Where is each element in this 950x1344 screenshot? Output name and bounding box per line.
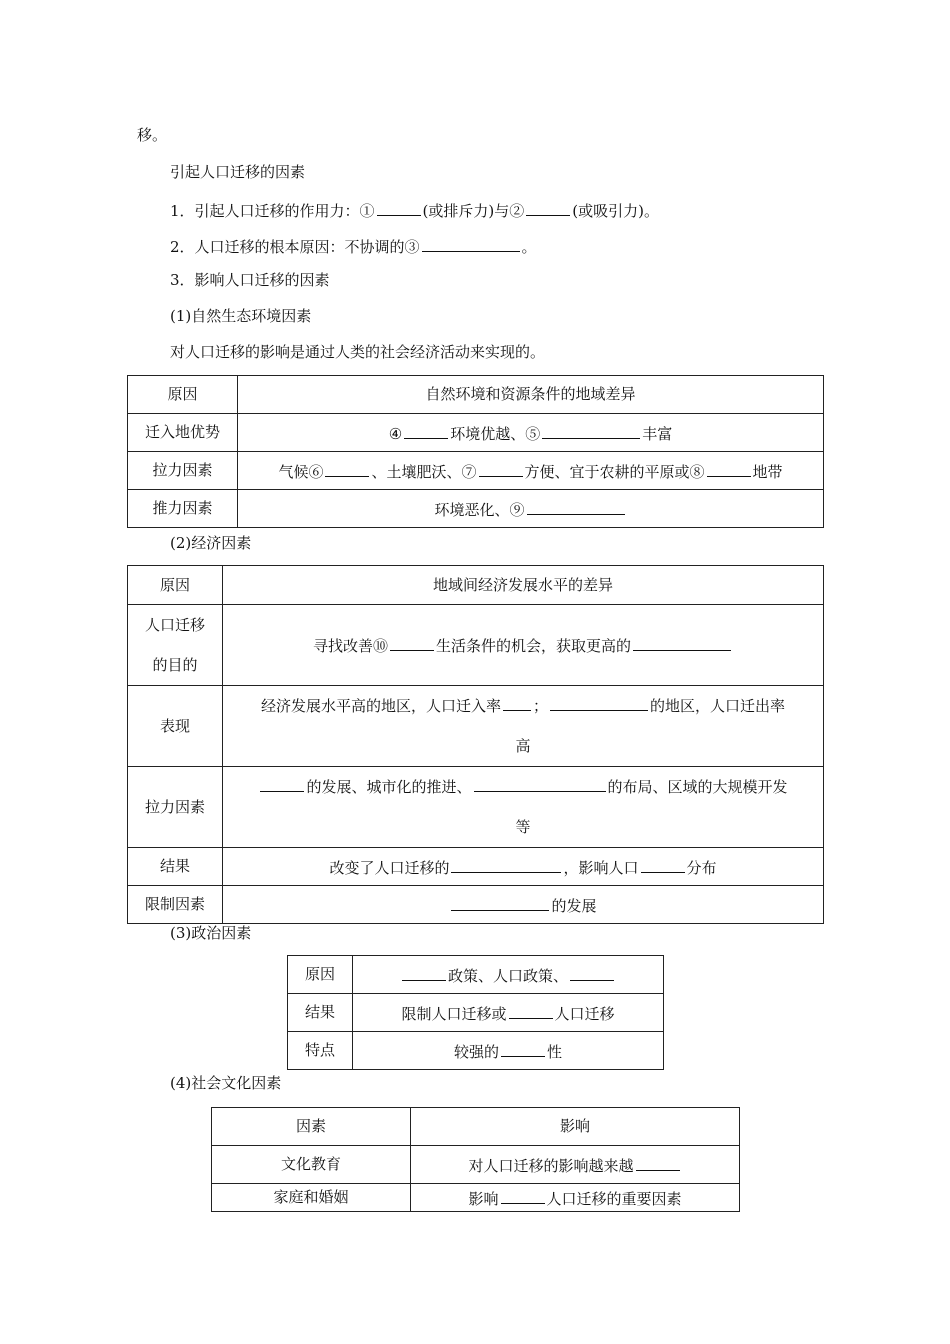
blank-2[interactable]: [526, 201, 570, 216]
table-row: [128, 605, 824, 686]
blank-10[interactable]: [390, 636, 434, 651]
text: 分布: [686, 858, 717, 877]
table-row: [212, 1184, 740, 1212]
natural-heading: (1)自然生态环境因素: [170, 307, 312, 325]
text: 的发展、城市化的推进、: [306, 778, 472, 796]
table-row: [212, 1108, 740, 1146]
row-value: 地域间经济发展水平的差异: [223, 566, 824, 605]
value-line: 等: [515, 818, 531, 836]
point-2: [170, 237, 537, 255]
row-value: [223, 605, 824, 686]
text: 人口迁移的重要因素: [546, 1189, 682, 1208]
row-label: 表现: [128, 686, 223, 767]
text: 改变了人口迁移的: [329, 858, 450, 877]
row-value: [223, 686, 824, 767]
row-label: 拉力因素: [128, 452, 238, 490]
blank-22[interactable]: [501, 1042, 545, 1057]
row-value: 自然环境和资源条件的地域差异: [238, 376, 824, 414]
row-value: [353, 1032, 664, 1070]
text: 方便、宜于农耕的平原或⑧: [524, 462, 705, 481]
blank-18[interactable]: [451, 896, 549, 911]
point-1-mid: (或排斥力)与②: [422, 202, 525, 220]
table-row: [128, 686, 824, 767]
table-row: [128, 490, 824, 528]
row-label: 迁入地优势: [128, 414, 238, 452]
section-heading: 引起人口迁移的因素: [170, 163, 306, 181]
table-row: [128, 376, 824, 414]
label-line: 人口迁移: [144, 616, 205, 634]
blank-5[interactable]: [542, 424, 640, 439]
social-factors-table: [211, 1107, 740, 1212]
row-value: [223, 848, 824, 886]
blank-3[interactable]: [422, 237, 520, 252]
row-value: [238, 414, 824, 452]
blank-15[interactable]: [474, 777, 606, 792]
political-factors-table: [287, 955, 664, 1070]
row-value: [238, 452, 824, 490]
text: 政策、人口政策、: [447, 966, 568, 985]
continuation-text: 移。: [137, 126, 168, 144]
row-label: 限制因素: [128, 886, 223, 924]
row-value: [223, 767, 824, 848]
column-header: 影响: [411, 1108, 740, 1146]
economic-factors-table: [127, 565, 824, 924]
blank-21[interactable]: [509, 1004, 553, 1019]
text: ，影响人口: [563, 858, 639, 877]
row-label: [128, 605, 223, 686]
natural-factors-table: [127, 375, 824, 528]
table-row: [128, 566, 824, 605]
text: 、土壤肥沃、⑦: [371, 462, 477, 481]
blank-8[interactable]: [707, 462, 751, 477]
row-label: 结果: [288, 994, 353, 1032]
text: 经济发展水平高的地区，人口迁入率: [260, 697, 501, 715]
blank-16[interactable]: [451, 858, 561, 873]
text: 寻找改善⑩: [312, 637, 388, 655]
row-value: [353, 956, 664, 994]
text: 丰富: [642, 424, 673, 443]
blank-14[interactable]: [260, 777, 304, 792]
row-label: 原因: [128, 566, 223, 605]
point-1: [170, 201, 659, 219]
point-2-suffix: 。: [521, 238, 537, 256]
value-line: [223, 686, 823, 726]
text: 环境优越、⑤: [450, 424, 541, 443]
text: 气候⑥: [278, 462, 324, 481]
row-value: [411, 1184, 740, 1212]
blank-20[interactable]: [570, 966, 614, 981]
text: 较强的: [453, 1042, 499, 1061]
value-line: 高: [515, 737, 531, 755]
blank-24[interactable]: [501, 1189, 545, 1204]
blank-7[interactable]: [479, 462, 523, 477]
row-label: 特点: [288, 1032, 353, 1070]
text: 影响: [468, 1189, 499, 1208]
text: 环境恶化、⑨: [434, 500, 525, 519]
blank-6[interactable]: [325, 462, 369, 477]
blank-11[interactable]: [633, 636, 731, 651]
blank-12[interactable]: [503, 696, 531, 711]
row-label: 家庭和婚姻: [212, 1184, 411, 1212]
column-header: 因素: [212, 1108, 411, 1146]
blank-13[interactable]: [550, 696, 648, 711]
point-2-prefix: 2．人口迁移的根本原因：不协调的③: [170, 238, 420, 256]
political-heading: (3)政治因素: [170, 924, 252, 942]
text: 对人口迁移的影响越来越: [468, 1156, 634, 1175]
label-line: 的目的: [152, 656, 198, 674]
table-row: [128, 886, 824, 924]
text: 生活条件的机会，获取更高的: [436, 637, 632, 655]
blank-4[interactable]: [404, 424, 448, 439]
row-value: [353, 994, 664, 1032]
text: ④: [388, 424, 403, 443]
row-label: 拉力因素: [128, 767, 223, 848]
table-row: [128, 848, 824, 886]
point-3: 3．影响人口迁移的因素: [170, 271, 330, 289]
text: 限制人口迁移或: [401, 1004, 507, 1023]
text: 的发展: [551, 896, 597, 915]
economic-heading: (2)经济因素: [170, 534, 252, 552]
point-1-prefix: 1．引起人口迁移的作用力：①: [170, 202, 375, 220]
table-row: [128, 452, 824, 490]
row-label: 原因: [288, 956, 353, 994]
table-row: [288, 994, 664, 1032]
blank-19[interactable]: [402, 966, 446, 981]
table-row: [212, 1146, 740, 1184]
blank-9[interactable]: [527, 500, 625, 515]
row-label: 原因: [128, 376, 238, 414]
row-value: [238, 490, 824, 528]
table-row: [288, 956, 664, 994]
blank-23[interactable]: [636, 1156, 680, 1171]
text: 性: [547, 1042, 563, 1061]
row-label: 文化教育: [212, 1146, 411, 1184]
text: 人口迁移: [554, 1004, 615, 1023]
row-label: 推力因素: [128, 490, 238, 528]
text: ；: [532, 697, 548, 715]
text: 地带: [752, 462, 783, 481]
table-row: [128, 767, 824, 848]
table-row: [128, 414, 824, 452]
social-heading: (4)社会文化因素: [170, 1074, 282, 1092]
row-value: [223, 886, 824, 924]
blank-1[interactable]: [377, 201, 421, 216]
row-label: 结果: [128, 848, 223, 886]
point-1-suffix: (或吸引力)。: [572, 202, 659, 220]
blank-17[interactable]: [641, 858, 685, 873]
row-value: [411, 1146, 740, 1184]
text: 的布局、区域的大规模开发: [607, 778, 788, 796]
table-row: [288, 1032, 664, 1070]
text: 的地区，人口迁出率: [650, 697, 786, 715]
natural-note: 对人口迁移的影响是通过人类的社会经济活动来实现的。: [170, 343, 546, 361]
value-line: [223, 767, 823, 807]
